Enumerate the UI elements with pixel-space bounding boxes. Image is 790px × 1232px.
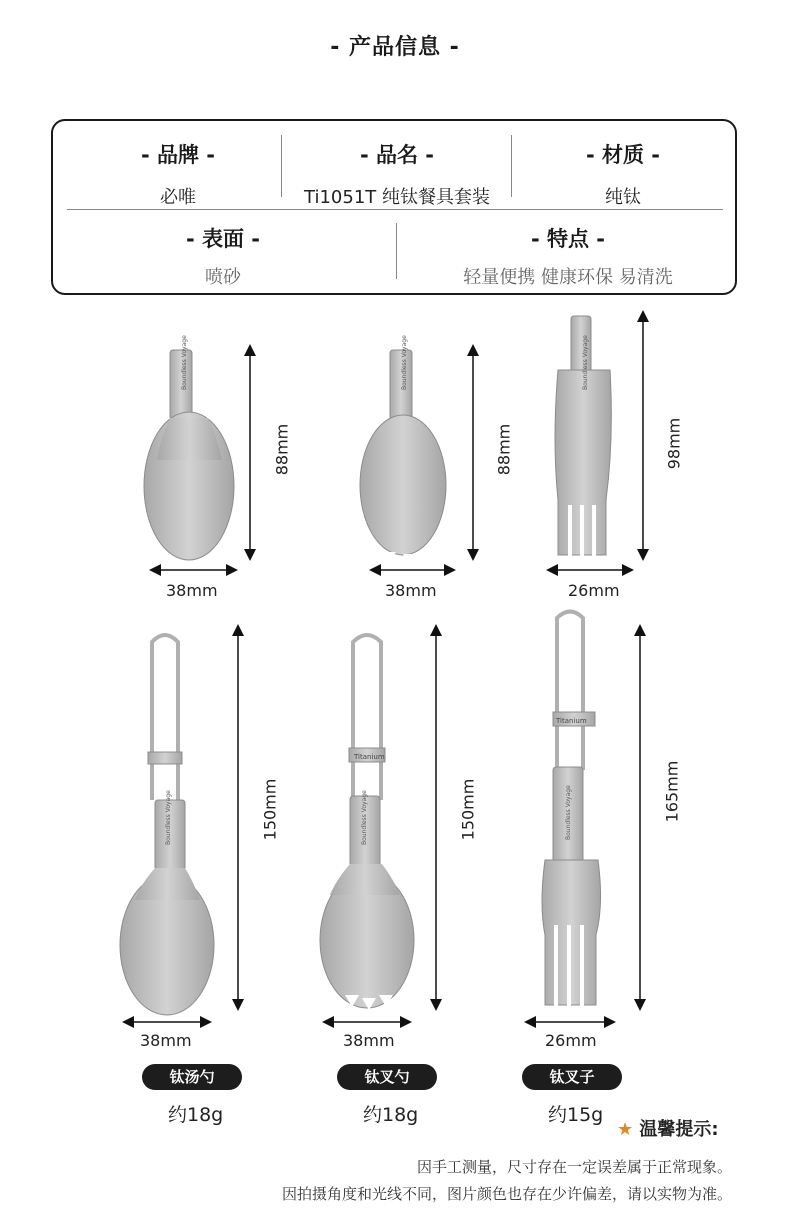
folded-fork-width: 26mm: [568, 581, 620, 600]
weight-spoon: 约18g: [168, 1104, 224, 1126]
product-name-spoon: 钛汤勺: [142, 1064, 242, 1090]
folded-fork-length: 98mm: [664, 417, 684, 470]
material-label: - 材质 -: [585, 143, 661, 167]
surface-label: - 表面 -: [185, 227, 261, 251]
weight-spork: 约18g: [363, 1104, 419, 1126]
tip-line-2: 因拍摄角度和光线不同，图片颜色也存在少许偏差，请以实物为准。: [281, 1185, 732, 1203]
weight-fork: 约15g: [548, 1104, 604, 1126]
surface-value: 喷砂: [205, 267, 241, 288]
tip-heading: [617, 1115, 719, 1141]
engraving-brand: Boundless Voyage: [361, 790, 368, 845]
open-spork-width: 38mm: [343, 1031, 395, 1050]
folded-spoon-length: 88mm: [272, 423, 292, 476]
folded-spoon-image: [144, 350, 234, 560]
folded-spork-width: 38mm: [385, 581, 437, 600]
folded-spoon-width: 38mm: [166, 581, 218, 600]
engraving-material: Titanium: [354, 753, 385, 761]
page-title: - 产品信息 -: [330, 35, 460, 60]
tip-line-1: 因手工测量，尺寸存在一定误差属于正常现象。: [416, 1158, 732, 1176]
engraving-material: Titanium: [556, 717, 587, 725]
open-fork-width: 26mm: [545, 1031, 597, 1050]
engraving-brand: Boundless Voyage: [582, 335, 589, 390]
engraving-brand: Boundless Voyage: [165, 790, 172, 845]
engraving-brand: Boundless Voyage: [401, 335, 408, 390]
engraving-brand: Boundless Voyage: [565, 785, 572, 840]
open-spoon-length: 150mm: [260, 778, 280, 841]
folded-spork-length: 88mm: [494, 423, 514, 476]
star-icon: ★: [617, 1119, 634, 1140]
open-spork-length: 150mm: [458, 778, 478, 841]
brand-label: - 品牌 -: [140, 143, 216, 167]
open-fork-length: 165mm: [662, 760, 682, 823]
open-spoon-width: 38mm: [140, 1031, 192, 1050]
product-name-fork: 钛叉子: [522, 1064, 622, 1090]
product-name-spork: 钛叉勺: [337, 1064, 437, 1090]
name-label: - 品名 -: [359, 143, 435, 167]
tip-title: 温馨提示:: [639, 1119, 719, 1140]
engraving-brand: Boundless Voyage: [181, 335, 188, 390]
feature-value: 轻量便携 健康环保 易清洗: [463, 267, 673, 288]
material-value: 纯钛: [605, 187, 641, 208]
brand-value: 必唯: [160, 187, 196, 208]
name-value: Ti1051T 纯钛餐具套装: [304, 187, 490, 208]
feature-label: - 特点 -: [530, 227, 606, 251]
